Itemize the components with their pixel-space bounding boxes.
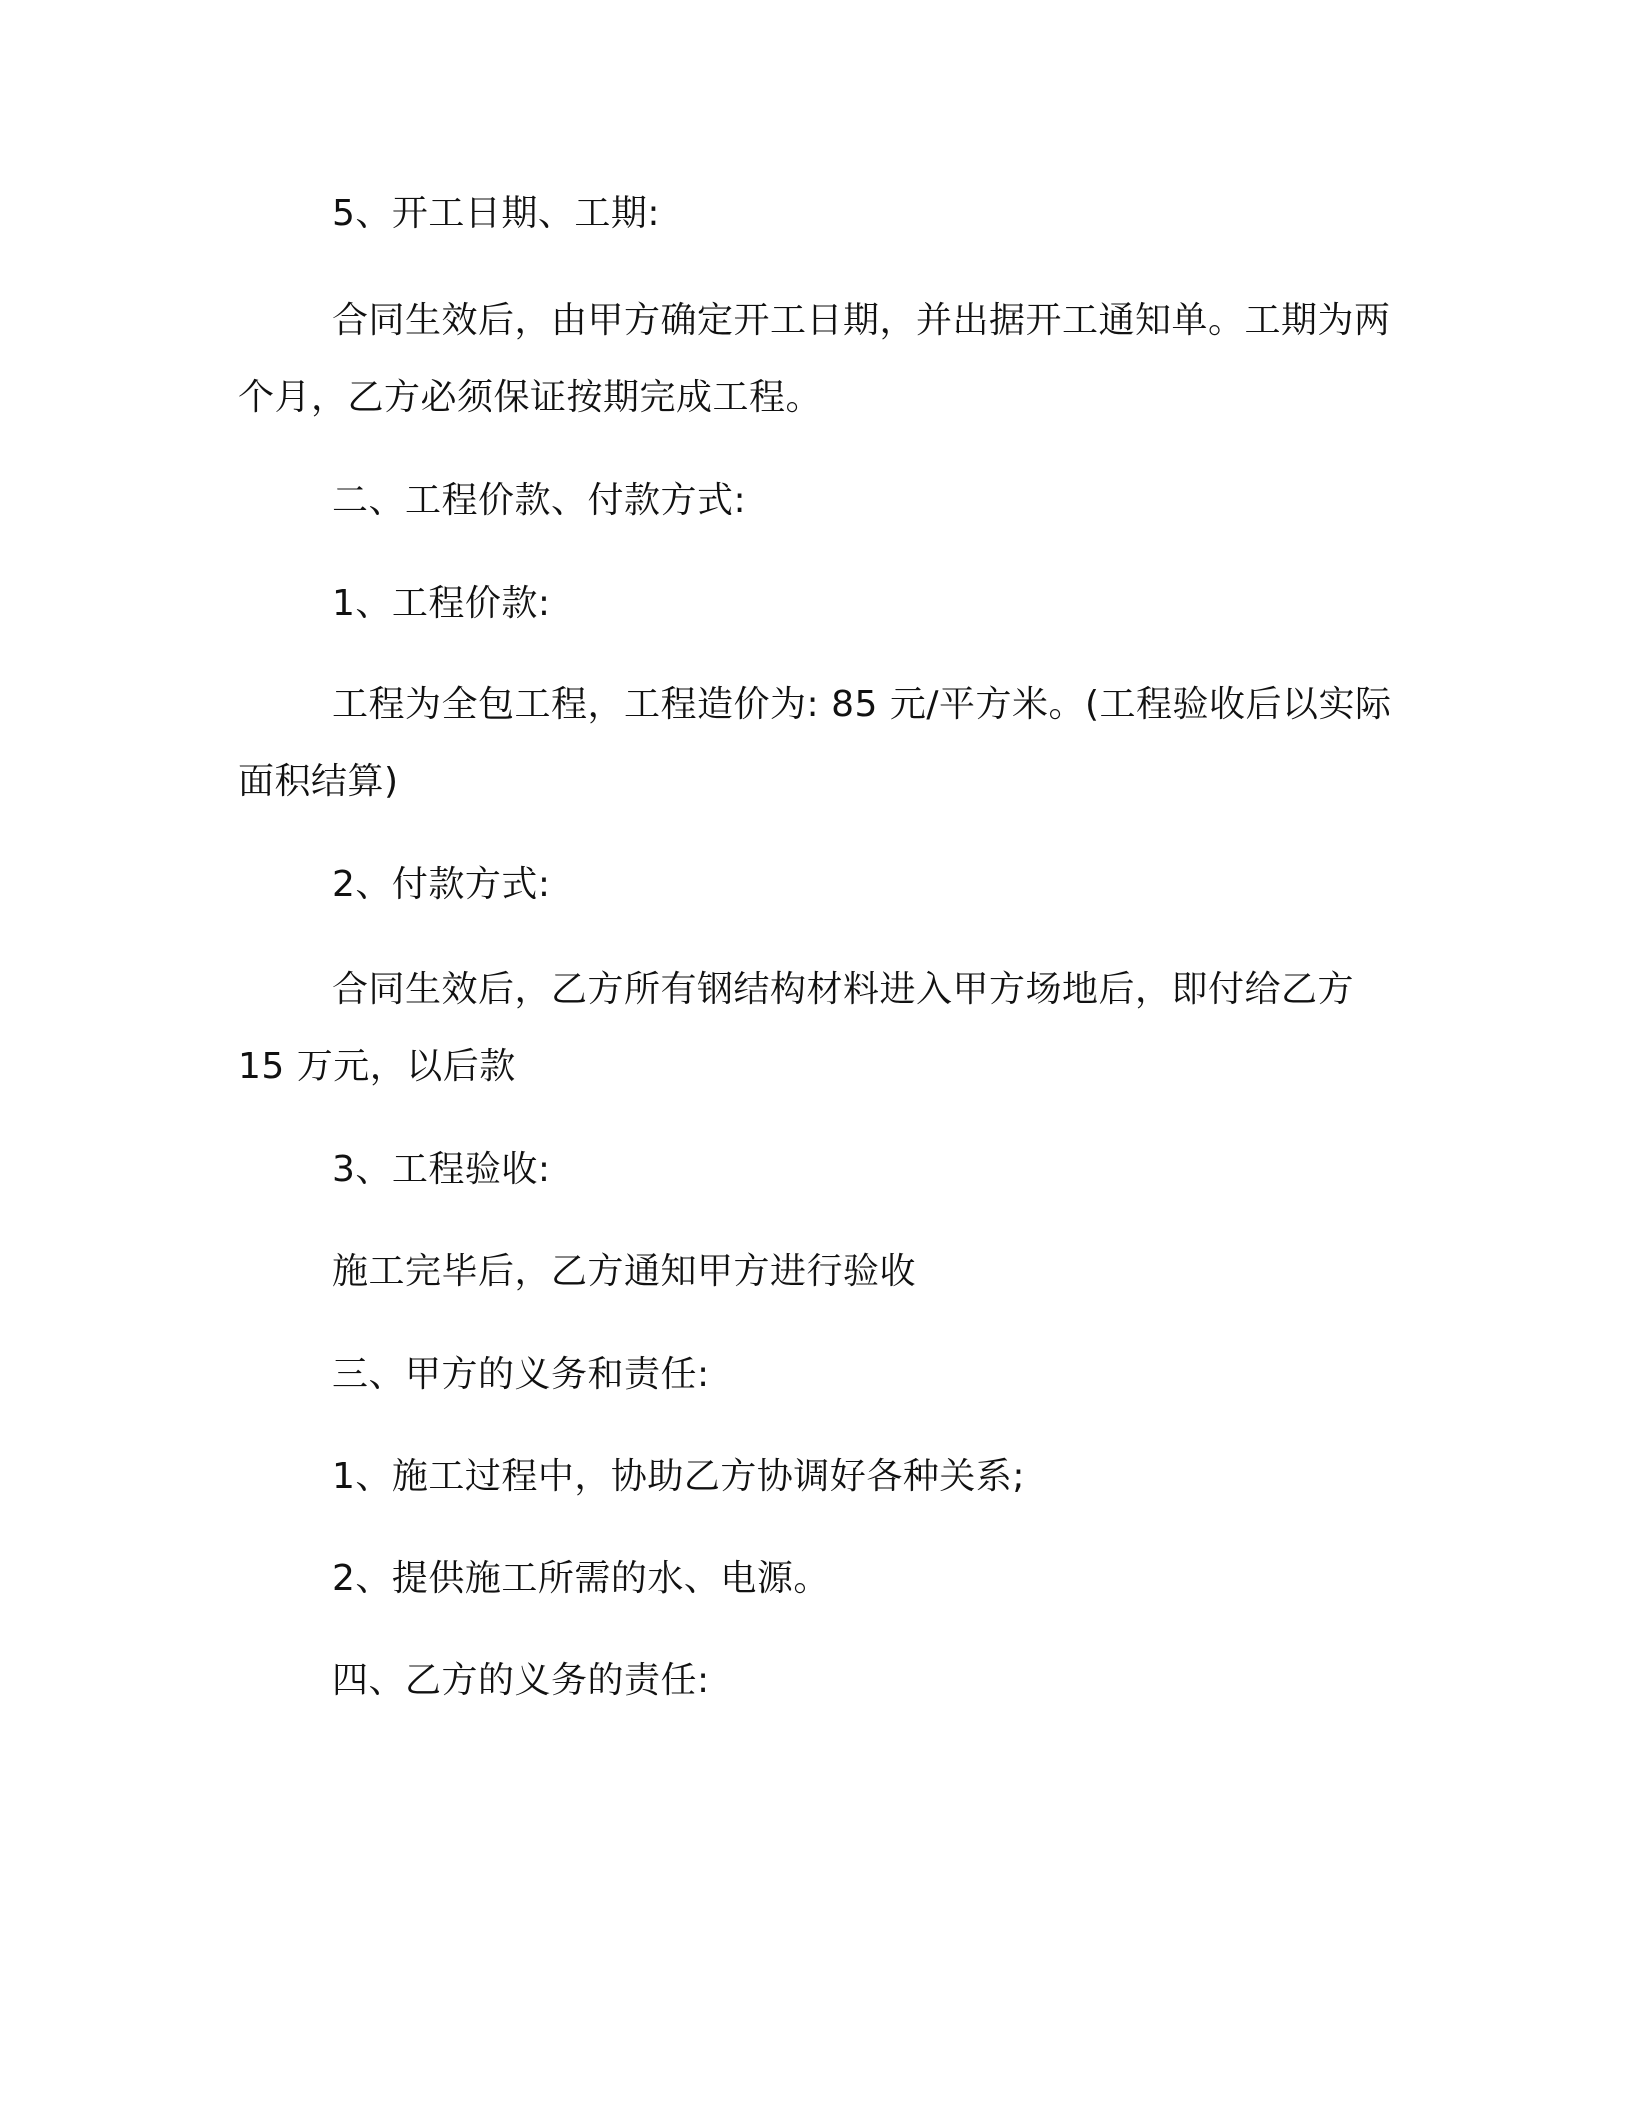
list-item-party-a-duty-2: 2、提供施工所需的水、电源。 [332, 1558, 830, 1599]
section-heading-party-a-duties: 三、甲方的义务和责任: [332, 1354, 710, 1395]
paragraph-project-price-body: 工程为全包工程，工程造价为: 85 元/平方米。(工程验收后以实际面积结算) [238, 684, 1392, 802]
section-heading-start-date: 5、开工日期、工期: [332, 193, 661, 234]
section-heading-payment-method: 2、付款方式: [332, 864, 551, 905]
section-heading-price-payment: 二、工程价款、付款方式: [332, 480, 747, 521]
paragraph-acceptance-body: 施工完毕后，乙方通知甲方进行验收 [332, 1251, 917, 1292]
list-item-party-a-duty-1: 1、施工过程中，协助乙方协调好各种关系; [332, 1456, 1026, 1497]
paragraph-start-date-body: 合同生效后，由甲方确定开工日期，并出据开工通知单。工期为两个月，乙方必须保证按期完成工程。 [238, 300, 1391, 418]
section-heading-project-price: 1、工程价款: [332, 583, 551, 624]
section-heading-acceptance: 3、工程验收: [332, 1149, 551, 1190]
section-heading-party-b-duties: 四、乙方的义务的责任: [332, 1660, 710, 1701]
paragraph-payment-method-body: 合同生效后，乙方所有钢结构材料进入甲方场地后，即付给乙方15 万元，以后款 [238, 969, 1355, 1087]
